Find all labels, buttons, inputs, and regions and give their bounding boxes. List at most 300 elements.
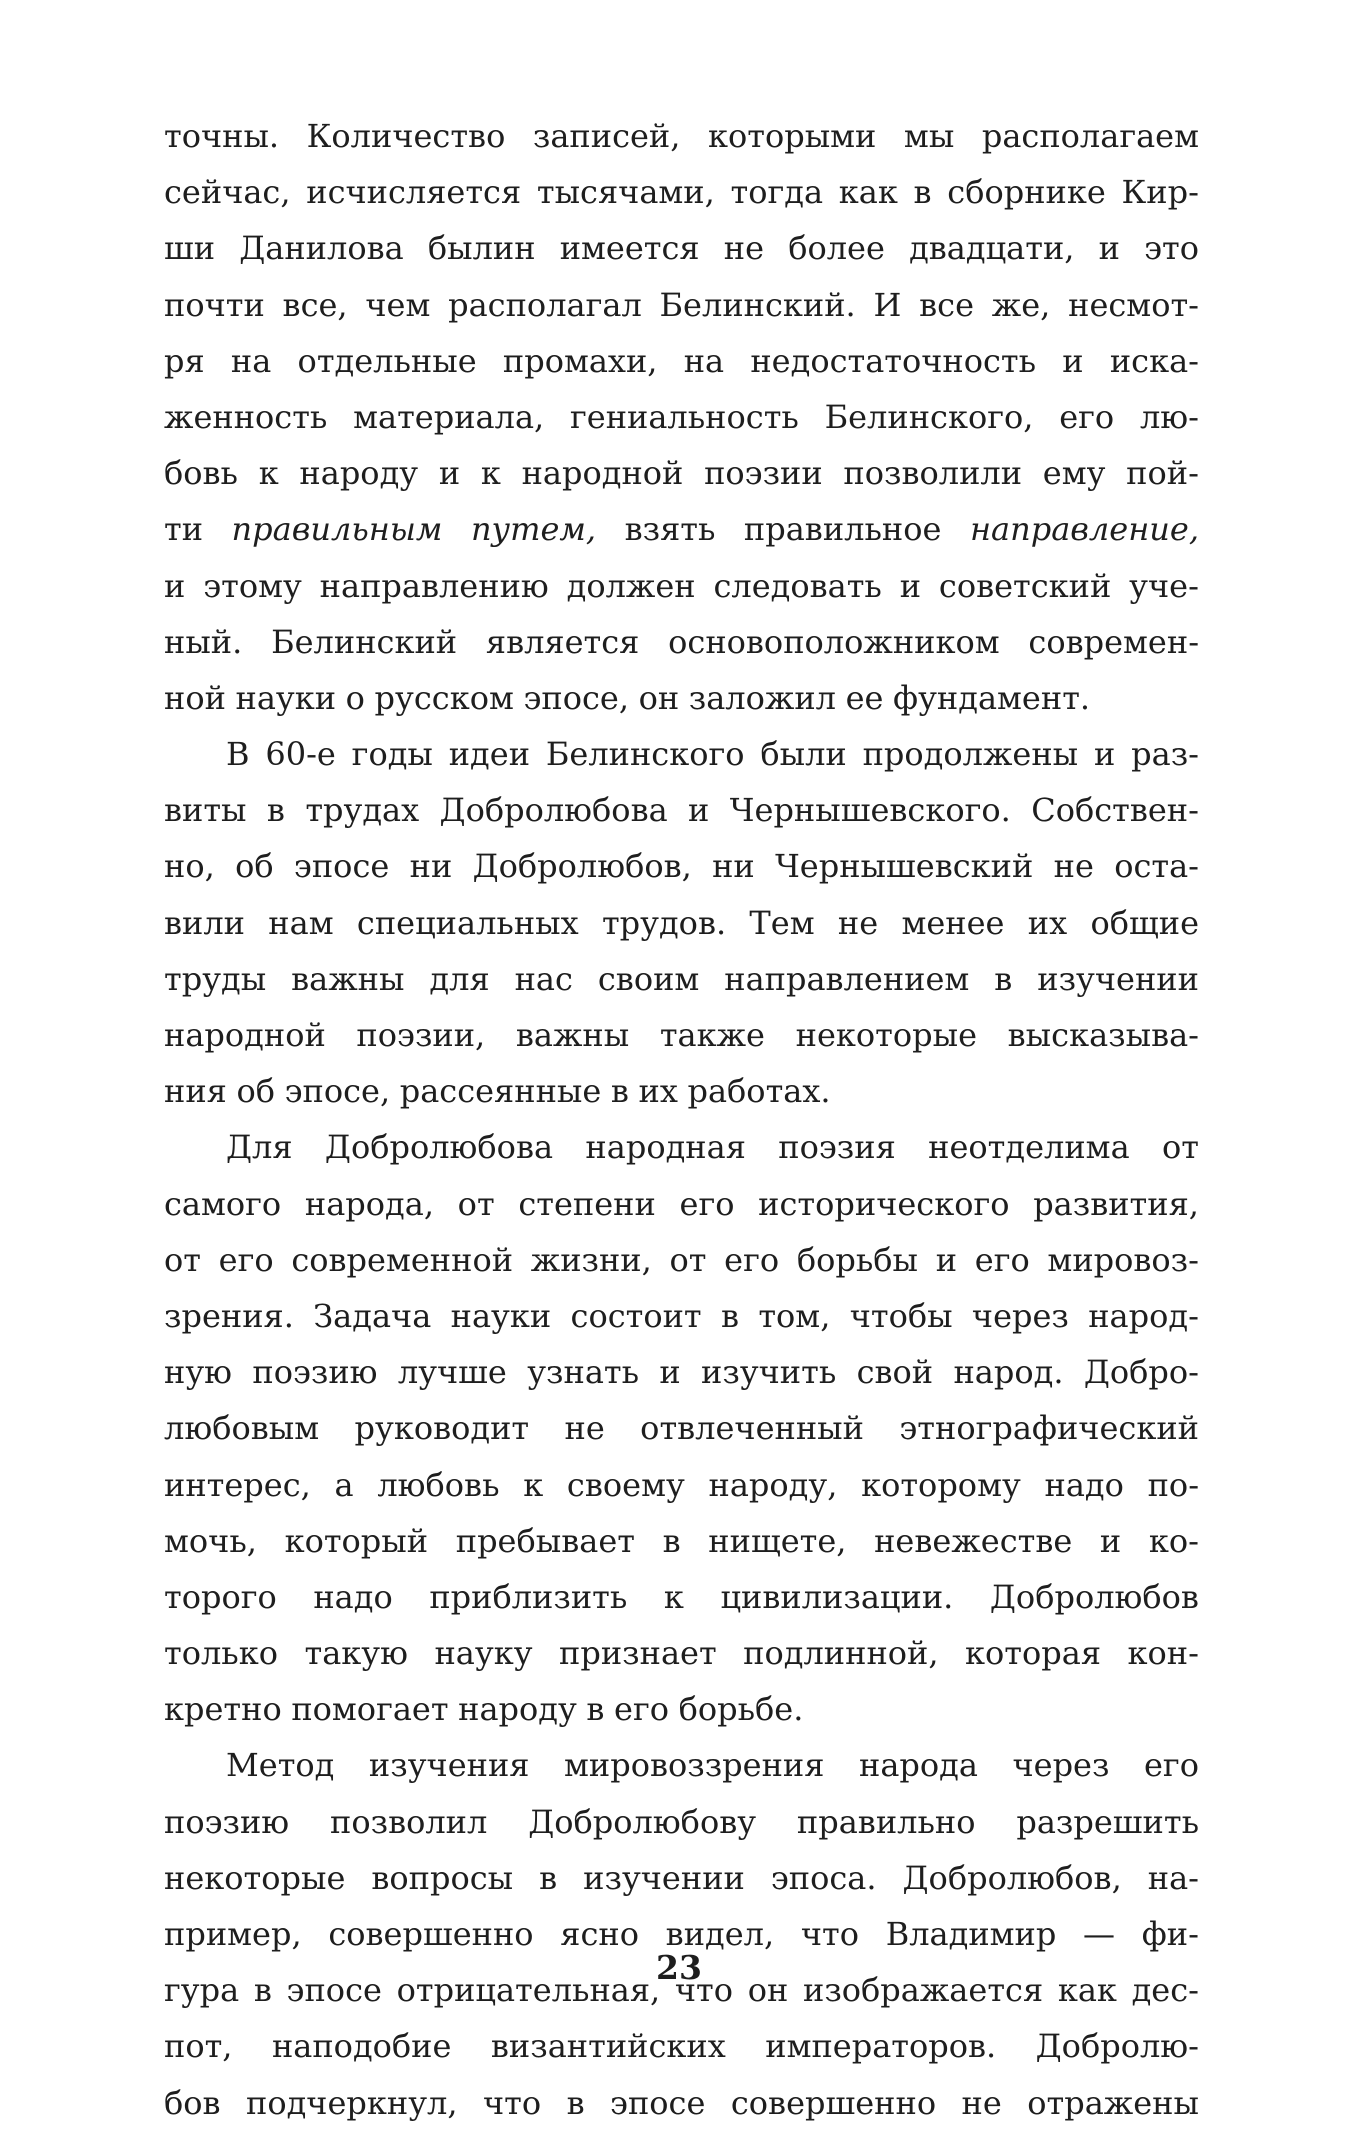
word: об bbox=[235, 847, 274, 886]
word: мочь, bbox=[164, 1521, 257, 1560]
word: нас bbox=[514, 959, 573, 998]
word: на- bbox=[1147, 1858, 1199, 1897]
word: женность bbox=[164, 397, 328, 436]
word: в bbox=[539, 1858, 558, 1897]
word: он bbox=[747, 1971, 789, 2010]
word: чтобы bbox=[849, 1296, 953, 1335]
word: фундамент. bbox=[893, 678, 1091, 717]
word: поэзия bbox=[778, 1128, 896, 1167]
word: эпосе bbox=[610, 2083, 706, 2122]
word: а bbox=[334, 1465, 354, 1504]
word: в bbox=[994, 959, 1013, 998]
word: на bbox=[683, 341, 725, 380]
word: изучения bbox=[368, 1746, 530, 1785]
word: признает bbox=[559, 1634, 717, 1673]
word: располагаем bbox=[981, 117, 1199, 155]
word: который bbox=[284, 1521, 429, 1560]
word: и bbox=[1099, 1521, 1122, 1560]
word: к bbox=[480, 454, 501, 493]
word: более bbox=[788, 229, 885, 268]
word: важны bbox=[291, 959, 405, 998]
word: отрицательная, bbox=[396, 1971, 661, 2010]
word: бов bbox=[164, 2083, 221, 2122]
word: ни bbox=[409, 847, 453, 886]
word: народа, bbox=[304, 1184, 434, 1223]
text-line bbox=[164, 670, 1199, 726]
word: Белинского bbox=[545, 735, 745, 774]
word: бовь bbox=[164, 454, 238, 493]
word: направлению bbox=[319, 566, 549, 605]
word: идеи bbox=[448, 735, 531, 774]
word: мировоззрения bbox=[564, 1746, 825, 1785]
word: Данилова bbox=[239, 229, 404, 268]
word: в bbox=[913, 173, 932, 212]
word: располагал bbox=[448, 285, 642, 324]
word: промахи, bbox=[502, 341, 658, 380]
word: Кир- bbox=[1121, 173, 1199, 212]
text-line bbox=[164, 895, 1199, 951]
word: народ. bbox=[953, 1353, 1064, 1392]
word: Добролюбов, bbox=[472, 847, 692, 886]
word: его bbox=[724, 1240, 780, 1279]
text-line bbox=[164, 2018, 1199, 2074]
word: И bbox=[873, 285, 902, 324]
word: изучении bbox=[583, 1858, 745, 1897]
word: помогает bbox=[291, 1690, 449, 1729]
word: поэзию bbox=[164, 1802, 290, 1841]
word: менее bbox=[901, 903, 1005, 942]
word: что bbox=[674, 1971, 734, 2010]
word: иска- bbox=[1109, 341, 1199, 380]
word: Чернышевского. bbox=[729, 791, 1011, 830]
text-line bbox=[164, 726, 1199, 782]
word: позволил bbox=[330, 1802, 488, 1841]
word: ной bbox=[164, 678, 226, 717]
word: как bbox=[1057, 1971, 1117, 2010]
word: сборнике bbox=[947, 173, 1106, 212]
word: специальных bbox=[356, 903, 579, 942]
word: этнографический bbox=[899, 1409, 1199, 1448]
word: том, bbox=[758, 1296, 831, 1335]
word: правильно bbox=[796, 1802, 976, 1841]
word: не bbox=[723, 229, 765, 268]
text-line bbox=[164, 838, 1199, 894]
word: Белинский. bbox=[659, 285, 856, 324]
word: как bbox=[838, 173, 898, 212]
word: поэзии bbox=[704, 454, 823, 493]
text-line bbox=[164, 1681, 1199, 1737]
body-text bbox=[164, 108, 1199, 2131]
word: фи- bbox=[1141, 1915, 1199, 1953]
word: пребывает bbox=[455, 1521, 635, 1560]
word: только bbox=[164, 1634, 278, 1673]
word: записей, bbox=[532, 117, 681, 155]
word: надо bbox=[1044, 1465, 1124, 1504]
word: материала, bbox=[353, 397, 545, 436]
word: жизни, bbox=[530, 1240, 652, 1279]
word: подлинной, bbox=[743, 1634, 939, 1673]
word: борьбе. bbox=[678, 1690, 804, 1729]
word: 60-е bbox=[265, 735, 336, 774]
text-line bbox=[164, 108, 1199, 164]
word: взять bbox=[624, 510, 716, 549]
word: степени bbox=[518, 1184, 656, 1223]
text-line bbox=[164, 389, 1199, 445]
word: но, bbox=[164, 847, 215, 886]
text-line bbox=[164, 1063, 1199, 1119]
word: некоторые bbox=[795, 1016, 978, 1054]
text-line bbox=[164, 1737, 1199, 1793]
word: совершенно bbox=[328, 1915, 534, 1953]
word: от bbox=[1162, 1128, 1199, 1167]
word: точны. bbox=[164, 117, 280, 155]
word: для bbox=[429, 959, 490, 998]
word: ный. bbox=[164, 622, 243, 661]
word: ти bbox=[164, 510, 204, 549]
word: народная bbox=[585, 1128, 746, 1167]
word: сейчас, bbox=[164, 173, 291, 212]
word: продолжены bbox=[862, 735, 1079, 774]
text-line bbox=[164, 1569, 1199, 1625]
word: рассеянные bbox=[399, 1072, 602, 1111]
word: русском bbox=[374, 678, 514, 717]
word: его bbox=[614, 1690, 669, 1729]
word: и bbox=[164, 566, 186, 605]
word: к bbox=[523, 1465, 544, 1504]
word: поэзию bbox=[252, 1353, 378, 1392]
word: отражены bbox=[1027, 2083, 1199, 2122]
word: высказыва- bbox=[1007, 1016, 1199, 1054]
text-line bbox=[164, 277, 1199, 333]
word: Белинский bbox=[271, 622, 458, 661]
word: науку bbox=[434, 1634, 533, 1673]
word: в bbox=[566, 2083, 585, 2122]
word: своему bbox=[566, 1465, 685, 1504]
word: трудах bbox=[305, 791, 420, 830]
word: и bbox=[1098, 229, 1120, 268]
word: не bbox=[961, 2083, 1002, 2122]
word: не bbox=[837, 903, 879, 942]
word: пример, bbox=[164, 1915, 302, 1953]
word: такую bbox=[304, 1634, 408, 1673]
word: и bbox=[438, 454, 461, 493]
word: руководит bbox=[354, 1409, 530, 1448]
word: также bbox=[659, 1016, 765, 1054]
word: что bbox=[482, 2083, 542, 2122]
word: подчеркнул, bbox=[246, 2083, 458, 2122]
text-line bbox=[164, 951, 1199, 1007]
word: ее bbox=[845, 678, 884, 717]
text-line bbox=[164, 2075, 1199, 2131]
word: их bbox=[638, 1072, 678, 1111]
word: Для bbox=[226, 1128, 293, 1167]
text-line bbox=[164, 333, 1199, 389]
word: от bbox=[457, 1184, 495, 1223]
word: ную bbox=[164, 1353, 233, 1392]
word: народа bbox=[858, 1746, 978, 1785]
word: годы bbox=[351, 735, 433, 774]
word: виты bbox=[164, 791, 247, 830]
text-line bbox=[164, 1232, 1199, 1288]
word: их bbox=[1027, 903, 1068, 942]
word: борьбы bbox=[796, 1240, 919, 1279]
word: народу bbox=[299, 454, 419, 493]
word: и bbox=[935, 1240, 958, 1279]
word: эпосе bbox=[293, 847, 390, 886]
word: ния bbox=[164, 1072, 227, 1111]
word: нам bbox=[268, 903, 334, 942]
word: и bbox=[1093, 735, 1116, 774]
word: недостаточность bbox=[750, 341, 1037, 380]
word: важны bbox=[515, 1016, 630, 1054]
word: от bbox=[669, 1240, 707, 1279]
text-line bbox=[164, 1344, 1199, 1400]
word: и bbox=[1062, 341, 1084, 380]
text-line bbox=[164, 1850, 1199, 1906]
word: ни bbox=[712, 847, 755, 886]
word: уче- bbox=[1129, 566, 1199, 605]
word: своим bbox=[597, 959, 700, 998]
word: об bbox=[236, 1072, 275, 1111]
word: торого bbox=[164, 1577, 277, 1616]
word: свой bbox=[856, 1353, 934, 1392]
word: в bbox=[720, 1296, 739, 1335]
word: совершенно bbox=[730, 2083, 937, 2122]
word: его bbox=[679, 1184, 735, 1223]
word: заложил bbox=[688, 678, 836, 717]
word: о bbox=[345, 678, 365, 717]
text-line bbox=[164, 220, 1199, 276]
word: направлением bbox=[724, 959, 970, 998]
word: которая bbox=[965, 1634, 1102, 1673]
text-line bbox=[164, 164, 1199, 220]
word: кретно bbox=[164, 1690, 282, 1729]
word: его bbox=[1143, 1746, 1199, 1785]
word: направление, bbox=[969, 510, 1199, 549]
word: к bbox=[258, 454, 279, 493]
word: он bbox=[638, 678, 680, 717]
word: двадцати, bbox=[909, 229, 1075, 268]
word: ко- bbox=[1148, 1521, 1199, 1560]
word: Добролюбов, bbox=[902, 1858, 1122, 1897]
word: пот, bbox=[164, 2027, 233, 2066]
word: в bbox=[266, 791, 285, 830]
text-line bbox=[164, 1288, 1199, 1344]
word: же, bbox=[991, 285, 1051, 324]
text-line bbox=[164, 1457, 1199, 1513]
word: и bbox=[659, 1353, 681, 1392]
word: его bbox=[218, 1240, 274, 1279]
word: Количество bbox=[306, 117, 506, 155]
word: через bbox=[1012, 1746, 1110, 1785]
word: не bbox=[564, 1409, 605, 1448]
word: и bbox=[899, 566, 922, 605]
word: все, bbox=[282, 285, 348, 324]
word: оста- bbox=[1114, 847, 1199, 886]
word: — bbox=[1083, 1915, 1116, 1953]
word: пой- bbox=[1126, 454, 1199, 493]
text-line bbox=[164, 1176, 1199, 1232]
word: В bbox=[226, 735, 250, 774]
word: Добро- bbox=[1083, 1353, 1199, 1392]
word: былин bbox=[427, 229, 536, 268]
word: лю- bbox=[1139, 397, 1199, 436]
word: отдельные bbox=[297, 341, 477, 380]
word: не bbox=[1053, 847, 1094, 886]
text-line bbox=[164, 614, 1199, 670]
word: от bbox=[164, 1240, 201, 1279]
text-line bbox=[164, 1007, 1199, 1063]
word: исчисляется bbox=[306, 173, 522, 212]
word: дес- bbox=[1131, 1971, 1199, 2010]
word: советский bbox=[938, 566, 1112, 605]
word: в bbox=[586, 1690, 605, 1729]
word: народу, bbox=[708, 1465, 838, 1504]
word: должен bbox=[566, 566, 696, 605]
word: эпосе bbox=[286, 1971, 382, 2010]
word: в bbox=[253, 1971, 272, 2010]
text-line bbox=[164, 558, 1199, 614]
word: любовым bbox=[164, 1409, 320, 1448]
word: народной bbox=[521, 454, 684, 493]
text-line bbox=[164, 782, 1199, 838]
word: цивилизации. bbox=[720, 1577, 954, 1616]
word: любовь bbox=[377, 1465, 500, 1504]
text-line bbox=[164, 1119, 1199, 1175]
word: вопросы bbox=[371, 1858, 514, 1897]
word: кон- bbox=[1127, 1634, 1199, 1673]
word: трудов. bbox=[601, 903, 727, 942]
word: ясно bbox=[560, 1915, 639, 1953]
word: и bbox=[688, 791, 710, 830]
word: науки bbox=[450, 1296, 552, 1335]
word: тогда bbox=[730, 173, 824, 212]
word: императоров. bbox=[765, 2027, 997, 2066]
word: основоположником bbox=[668, 622, 1000, 661]
word: все bbox=[919, 285, 975, 324]
word: самого bbox=[164, 1184, 282, 1223]
word: несмот- bbox=[1068, 285, 1199, 324]
word: изучении bbox=[1037, 959, 1199, 998]
word: вили bbox=[164, 903, 245, 942]
word: изображается bbox=[802, 1971, 1044, 2010]
word: Тем bbox=[749, 903, 815, 942]
word: развития, bbox=[1033, 1184, 1199, 1223]
word: Белинского, bbox=[824, 397, 1034, 436]
word: почти bbox=[164, 285, 265, 324]
word: Задача bbox=[313, 1296, 432, 1335]
word: тысячами, bbox=[536, 173, 715, 212]
word: изучить bbox=[701, 1353, 837, 1392]
word: к bbox=[663, 1577, 684, 1616]
word: Чернышевский bbox=[775, 847, 1034, 886]
word: что bbox=[800, 1915, 859, 1953]
word: следовать bbox=[713, 566, 882, 605]
word: Собствен- bbox=[1031, 791, 1199, 830]
word: по- bbox=[1147, 1465, 1199, 1504]
word: ему bbox=[1042, 454, 1106, 493]
word: в bbox=[662, 1521, 681, 1560]
word: ря bbox=[164, 341, 205, 380]
word: чем bbox=[365, 285, 431, 324]
word: узнать bbox=[527, 1353, 640, 1392]
word: приблизить bbox=[429, 1577, 628, 1616]
word: его bbox=[1059, 397, 1115, 436]
word: путем, bbox=[470, 510, 597, 549]
word: правильное bbox=[743, 510, 942, 549]
word: правильным bbox=[231, 510, 443, 549]
word: эпосе, bbox=[284, 1072, 391, 1111]
word: мы bbox=[903, 117, 955, 155]
word: Добролю- bbox=[1035, 2027, 1199, 2066]
word: эпосе, bbox=[523, 678, 629, 717]
word: мировоз- bbox=[1047, 1240, 1199, 1279]
word: современ- bbox=[1028, 622, 1199, 661]
word: неотделима bbox=[928, 1128, 1130, 1167]
word: Метод bbox=[226, 1746, 335, 1785]
word: в bbox=[610, 1072, 629, 1111]
word: науки bbox=[235, 678, 337, 717]
word: разрешить bbox=[1016, 1802, 1199, 1841]
word: наподобие bbox=[271, 2027, 452, 2066]
word: работах. bbox=[687, 1072, 831, 1111]
word: народной bbox=[164, 1016, 326, 1054]
word: некоторые bbox=[164, 1858, 346, 1897]
word: византийских bbox=[490, 2027, 726, 2066]
word: является bbox=[485, 622, 640, 661]
text-line bbox=[164, 1794, 1199, 1850]
word: зрения. bbox=[164, 1296, 294, 1335]
word: невежестве bbox=[874, 1521, 1073, 1560]
word: которому bbox=[861, 1465, 1021, 1504]
word: через bbox=[971, 1296, 1069, 1335]
word: на bbox=[230, 341, 272, 380]
text-line bbox=[164, 1513, 1199, 1569]
word: раз- bbox=[1131, 735, 1199, 774]
word: труды bbox=[164, 959, 267, 998]
word: эпоса. bbox=[770, 1858, 877, 1897]
text-line bbox=[164, 1625, 1199, 1681]
word: позволили bbox=[843, 454, 1023, 493]
text-line bbox=[164, 1400, 1199, 1456]
word: общие bbox=[1090, 903, 1199, 942]
word: его bbox=[974, 1240, 1030, 1279]
word: лучше bbox=[397, 1353, 507, 1392]
word: гениальность bbox=[569, 397, 799, 436]
word: Владимир bbox=[885, 1915, 1057, 1953]
word: Добролюбов bbox=[989, 1577, 1199, 1616]
word: это bbox=[1144, 229, 1199, 268]
word: Добролюбова bbox=[324, 1128, 554, 1167]
word: поэзии, bbox=[356, 1016, 486, 1054]
word: надо bbox=[313, 1577, 393, 1616]
word: отвлеченный bbox=[640, 1409, 864, 1448]
word: видел, bbox=[665, 1915, 775, 1953]
word: которыми bbox=[707, 117, 877, 155]
text-line bbox=[164, 445, 1199, 501]
word: нищете, bbox=[708, 1521, 847, 1560]
word: интерес, bbox=[164, 1465, 311, 1504]
word: исторического bbox=[758, 1184, 1010, 1223]
word: народу bbox=[458, 1690, 577, 1729]
page-number: 23 bbox=[656, 1948, 702, 1987]
word: состоит bbox=[570, 1296, 702, 1335]
word: народ- bbox=[1088, 1296, 1199, 1335]
word: современной bbox=[291, 1240, 514, 1279]
text-line bbox=[164, 501, 1199, 557]
word: имеется bbox=[559, 229, 700, 268]
word: ши bbox=[164, 229, 216, 268]
